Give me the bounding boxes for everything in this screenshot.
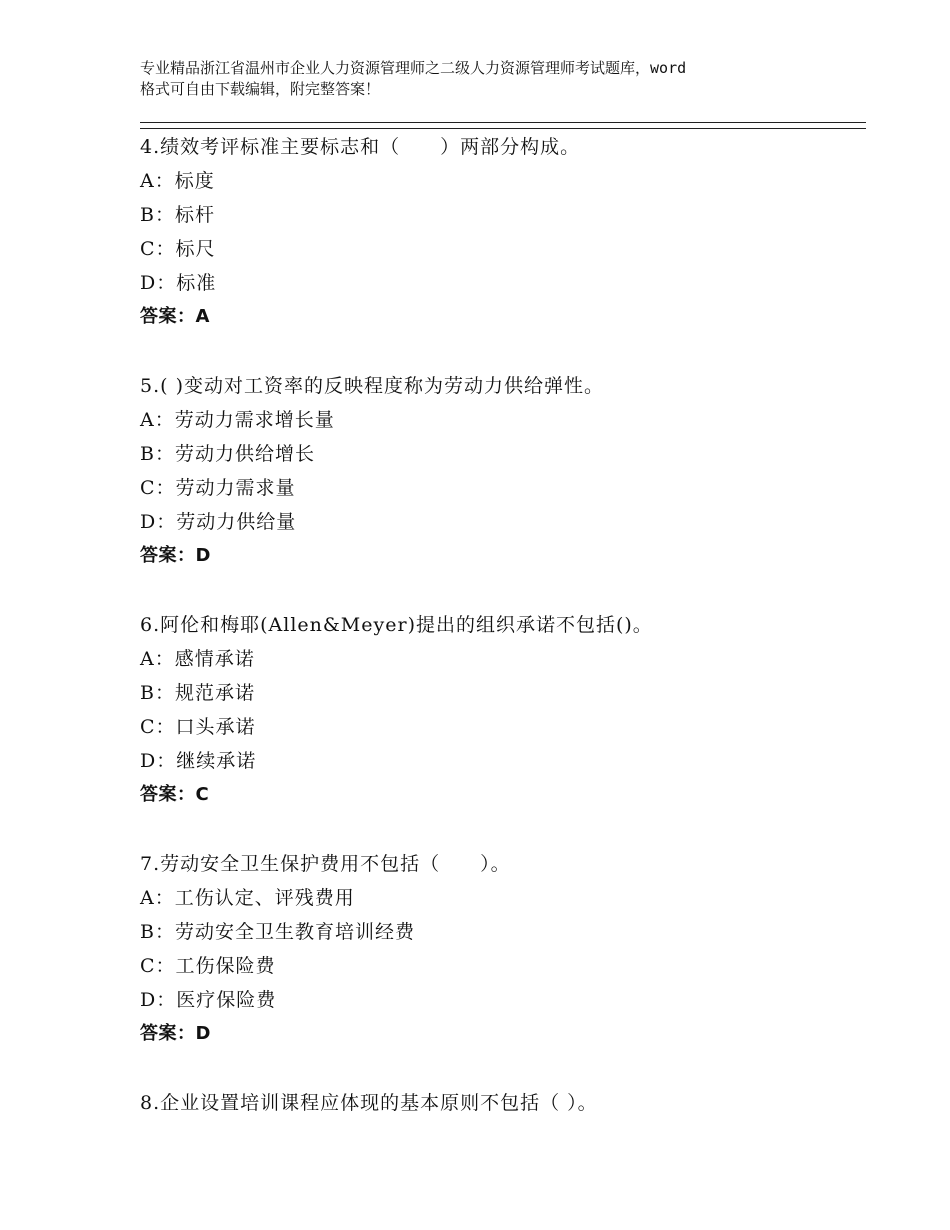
question-text: 4.绩效考评标准主要标志和（ ）两部分构成。 xyxy=(140,136,581,158)
question-list xyxy=(140,130,860,1120)
option-d: D：医疗保险费 xyxy=(140,989,277,1011)
answer: 答案：A xyxy=(140,306,210,327)
spacer xyxy=(140,1051,860,1086)
option-a: A：感情承诺 xyxy=(140,648,255,670)
question-text: 5.( )变动对工资率的反映程度称为劳动力供给弹性。 xyxy=(140,375,604,397)
option-c: C：口头承诺 xyxy=(140,716,256,738)
option-b: B：规范承诺 xyxy=(140,682,255,704)
option-a: A：劳动力需求增长量 xyxy=(140,409,335,431)
question-8 xyxy=(140,1086,860,1120)
question-text: 8.企业设置培训课程应体现的基本原则不包括（ ）。 xyxy=(140,1092,598,1114)
question-4 xyxy=(140,130,860,334)
option-b: B：劳动安全卫生教育培训经费 xyxy=(140,921,415,943)
question-5 xyxy=(140,369,860,573)
option-c: C：劳动力需求量 xyxy=(140,477,296,499)
option-d: D：劳动力供给量 xyxy=(140,511,297,533)
spacer xyxy=(140,334,860,369)
option-c: C：工伤保险费 xyxy=(140,955,276,977)
question-text: 6.阿伦和梅耶(Allen&Meyer)提出的组织承诺不包括()。 xyxy=(140,614,653,636)
option-d: D：继续承诺 xyxy=(140,750,257,772)
answer: 答案：D xyxy=(140,545,211,566)
option-b: B：劳动力供给增长 xyxy=(140,443,315,465)
question-6 xyxy=(140,608,860,812)
document-header xyxy=(140,58,840,100)
answer: 答案：C xyxy=(140,784,210,805)
question-text: 7.劳动安全卫生保护费用不包括（ ）。 xyxy=(140,853,511,875)
option-d: D：标准 xyxy=(140,272,217,294)
option-a: A：工伤认定、评残费用 xyxy=(140,887,355,909)
option-a: A：标度 xyxy=(140,170,215,192)
header-line-1: 专业精品浙江省温州市企业人力资源管理师之二级人力资源管理师考试题库，word xyxy=(140,59,687,77)
spacer xyxy=(140,812,860,847)
option-b: B：标杆 xyxy=(140,204,215,226)
header-line-2: 格式可自由下载编辑，附完整答案！ xyxy=(140,80,381,98)
spacer xyxy=(140,573,860,608)
option-c: C：标尺 xyxy=(140,238,216,260)
header-divider xyxy=(140,122,866,129)
answer: 答案：D xyxy=(140,1023,211,1044)
question-7 xyxy=(140,847,860,1051)
